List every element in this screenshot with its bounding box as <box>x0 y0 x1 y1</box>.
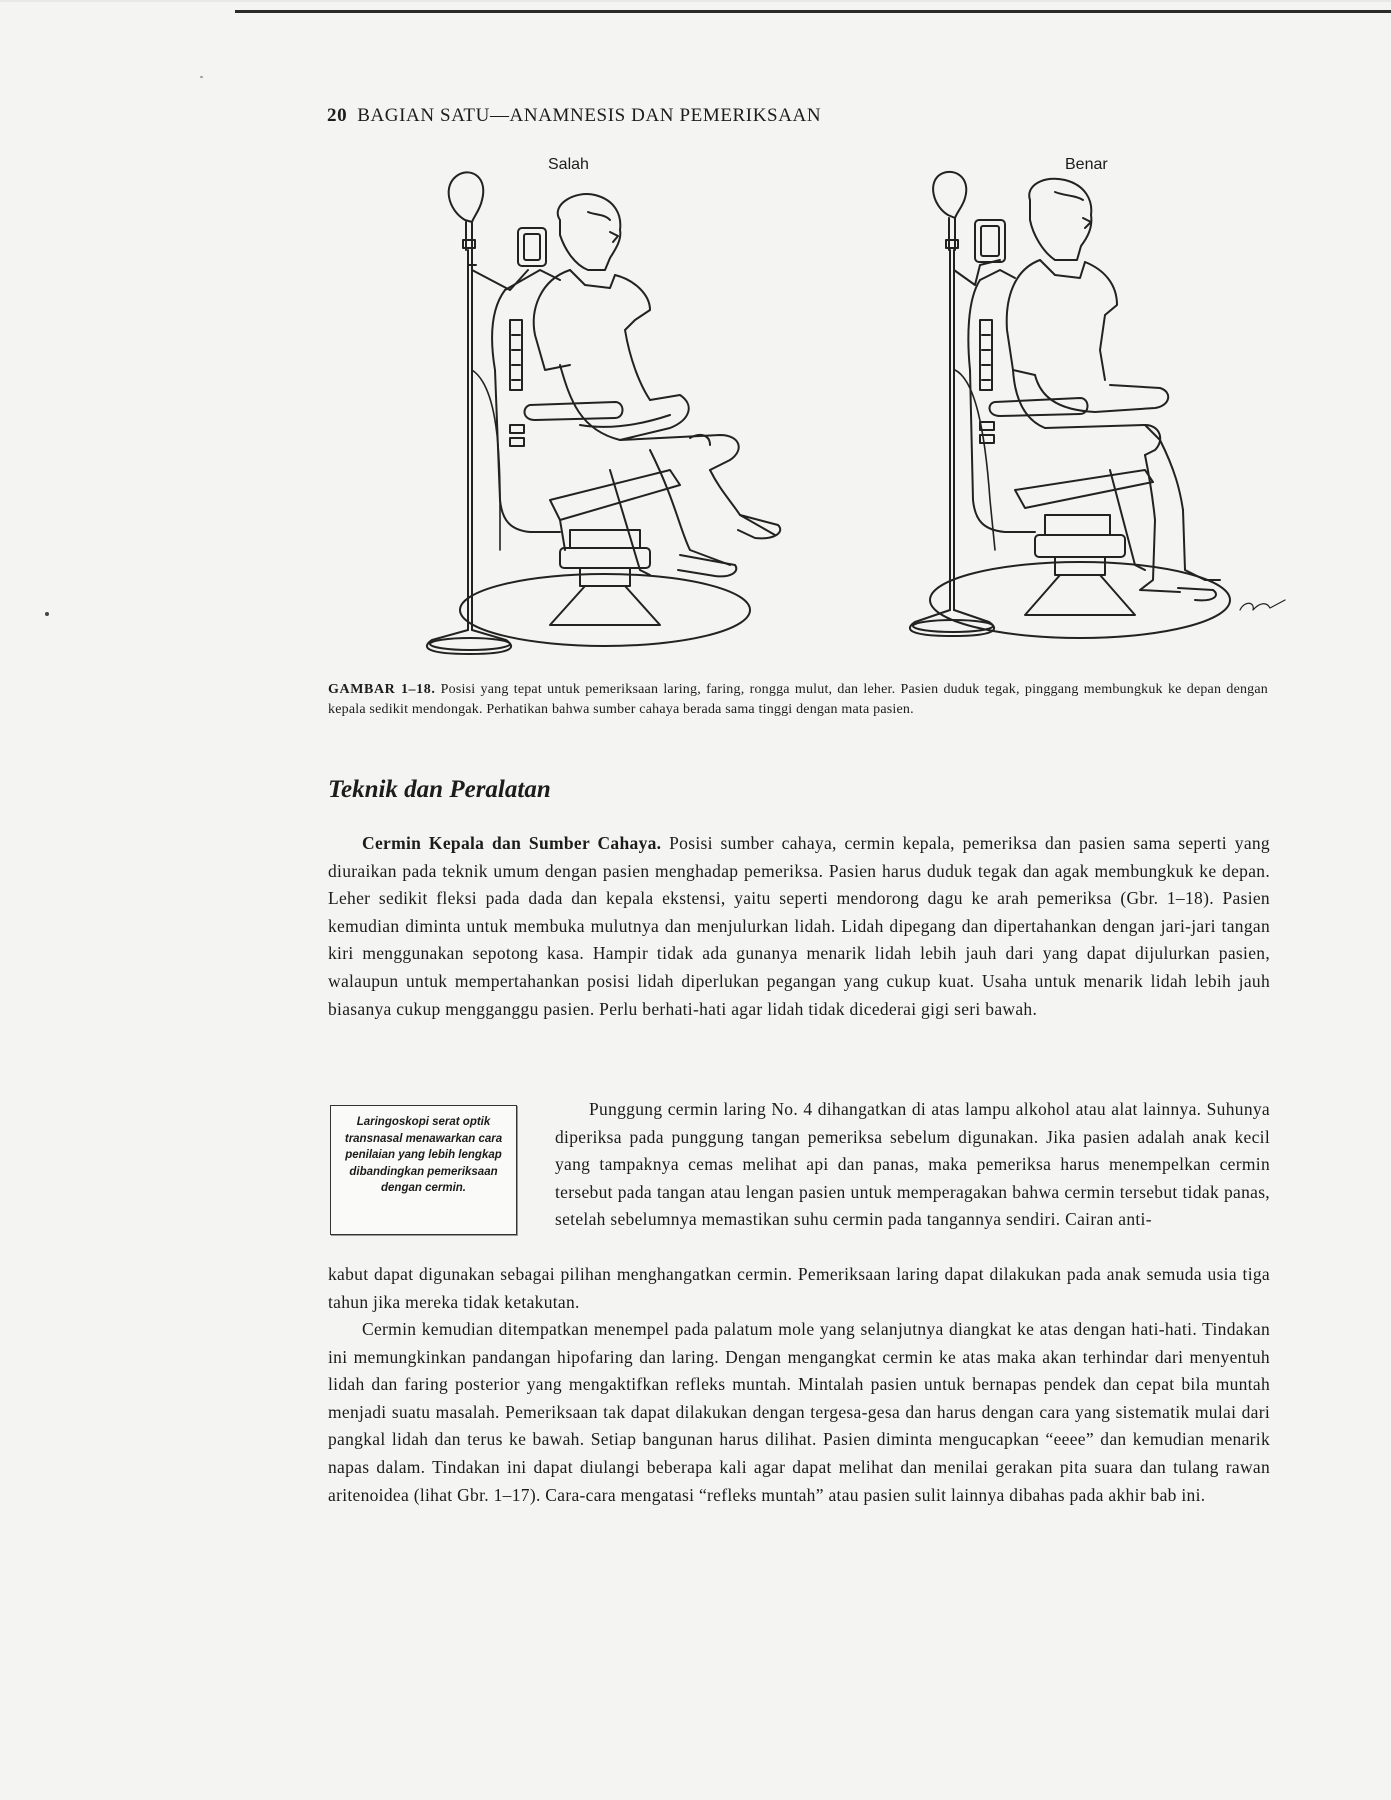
section-heading: Teknik dan Peralatan <box>328 776 551 803</box>
scan-speck <box>45 612 49 616</box>
paragraph-mirror-warming-continued: kabut dapat digunakan sebagai pilihan menghangatkan cermin. Pemeriksaan laring dapat dilakukan pada anak semuda usia tiga tahun jika mereka tidak ketakutan. <box>328 1264 1270 1312</box>
paragraph-mirror-placement: Cermin kemudian ditempatkan menempel pada palatum mole yang selanjutnya diangkat ke atas dengan hati-hati. Tindakan ini memungkinkan pandangan hipofaring dan laring. Dengan mengangkat cermin ke atas maka akan terhindar dari menyentuh lidah dan faring posterior yang mengaktifkan refleks muntah. Mintalah pasien untuk bernapas pendek dan cepat bila muntah menjadi suatu masalah. Pemeriksaan tak dapat dilakukan dengan tergesa-gesa dan harus dengan cara yang sistematik mulai dari pangkal lidah dan terus ke bawah. Setiap bangunan harus dilihat. Pasien diminta mengucapkan “eeee” dan kemudian menarik napas dalam. Tindakan ini dapat diulangi beberapa kali agar dapat melihat dan menilai gerakan pita suara dan tulang rawan aritenoidea (lihat Gbr. 1–17). Cara-cara mengatasi “refleks muntah” atau pasien sulit lainnya dibahas pada akhir bab ini. <box>328 1319 1270 1505</box>
caption-text: Posisi yang tepat untuk pemeriksaan laring, faring, rongga mulut, dan leher. Pasien duduk tegak, pinggang membungkuk ke depan dengan kepala sedikit mendongak. Perhatikan bahwa sumber cahaya berada sama tinggi dengan mata pasien. <box>328 682 1268 717</box>
headrest <box>975 220 1005 262</box>
figure-label-correct: Benar <box>1065 156 1108 173</box>
scan-speck <box>200 76 203 78</box>
headrest <box>518 228 546 266</box>
top-rule <box>235 10 1391 13</box>
lamp-stand <box>910 172 1000 636</box>
chair-back <box>492 270 560 532</box>
artist-signature <box>1240 600 1285 610</box>
sidebar-note: Laringoskopi serat optik transnasal menawarkan cara penilaian yang lebih lengkap dibandingkan pemeriksaan dengan cermin. <box>330 1105 517 1235</box>
figure-caption <box>328 680 1268 720</box>
figure-label-wrong: Salah <box>548 156 589 173</box>
scan-edge <box>0 0 1391 2</box>
paragraph-head-mirror <box>328 830 1270 1023</box>
running-head-title: BAGIAN SATU—ANAMNESIS DAN PEMERIKSAAN <box>357 105 822 126</box>
caption-label: GAMBAR 1–18. <box>328 682 436 697</box>
running-head <box>327 105 821 127</box>
patient-upright <box>1007 179 1220 601</box>
paragraph-run-in-heading: Cermin Kepala dan Sumber Cahaya. <box>362 833 662 853</box>
illustration-wrong-posture <box>410 170 860 655</box>
paragraph-mirror-warming: Punggung cermin laring No. 4 dihangatkan di atas lampu alkohol atau alat lainnya. Suhunya diperiksa pada punggung tangan pemeriksa sebelum digunakan. Jika pasien adalah anak kecil yang tampaknya cemas melihat api dan panas, maka pemeriksa harus menempelkan cermin tersebut pada tangan atau lengan pasien untuk memperagakan bahwa cermin tersebut tidak panas, setelah sebelumnya memastikan suhu cermin pada tangannya sendiri. Cairan anti- <box>555 1099 1270 1230</box>
illustration-correct-posture <box>895 170 1340 655</box>
paragraph-text: Posisi sumber cahaya, cermin kepala, pemeriksa dan pasien sama seperti yang diuraikan pada teknik umum dengan pasien menghadap pemeriksa. Pasien harus duduk tegak dan agak membungkuk ke depan. Leher sedikit fleksi pada dada dan kepala ekstensi, yaitu seperti mendorong dagu ke arah pemeriksa (Gbr. 1–18). Pasien kemudian diminta untuk membuka mulutnya dan menjulurkan lidah. Lidah dipegang dan dipertahankan dengan jari-jari tangan kiri menggunakan sepotong kasa. Hampir tidak ada gunanya menarik lidah lebih jauh dari yang dapat dijulurkan pasien, walaupun untuk mempertahankan posisi lidah diperlukan pegangan yang cukup kuat. Usaha untuk menarik lidah lebih jauh biasanya cukup mengganggu pasien. Perlu berhati-hati agar lidah tidak dicederai gigi seri bawah. <box>328 833 1270 1019</box>
page-number: 20 <box>327 105 348 126</box>
patient-reclined <box>534 194 780 576</box>
chair-base <box>460 470 750 646</box>
